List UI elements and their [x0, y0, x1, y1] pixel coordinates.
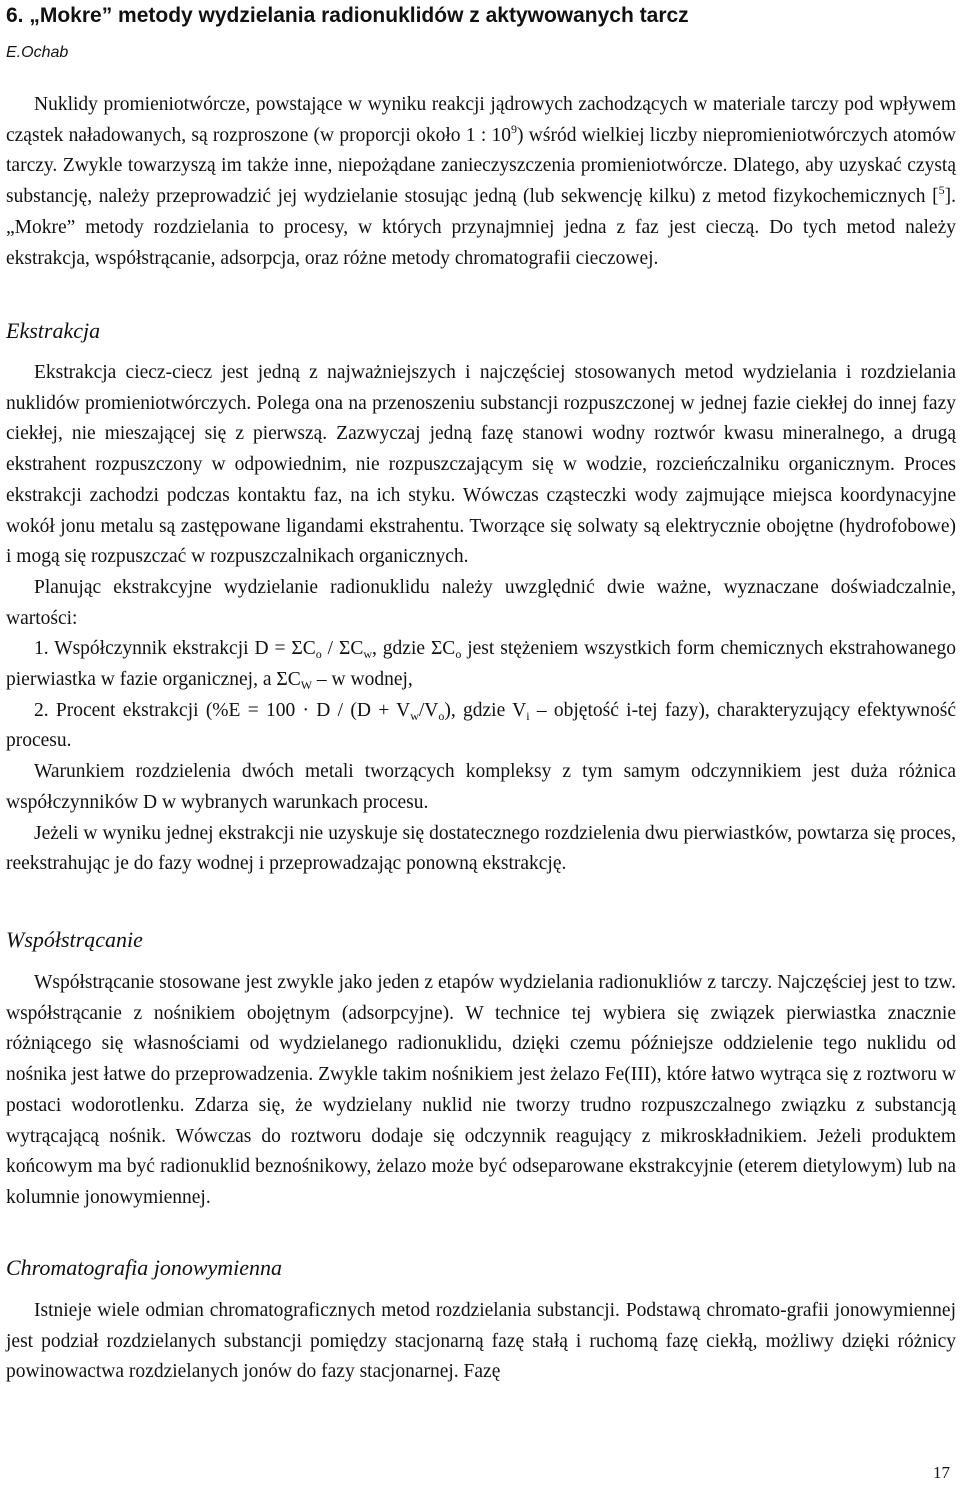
- author-name: E.Ochab: [6, 44, 69, 61]
- extraction-section: [6, 358, 956, 880]
- intro-paragraph: Nuklidy promieniotwórcze, powstające w wyniku reakcji jądrowych zachodzących w materiale tarczy pod wpływem cząstek naładowanych, są rozproszone (w proporcji około 1 : $10^9$) wśród wielkiej liczby niepromieniotwórczych atomów tarczy. Zwykle towarzyszą im także inne, niepożądane zanieczyszczenia promieniotwórcze. Dlatego, aby uzyskać czystą substancję, należy przeprowadzić jej wydzielanie stosując jedną (lub sekwencję kilku) z metod fizykochemicznych [$^5$]. „Mokre” metody rozdzielania to procesy, w których przynajmniej jedna z faz jest cieczą. Do tych metod należy ekstrakcja, współstrącanie, adsorpcja, oraz różne metody chromatografii cieczowej.: [6, 94, 957, 269]
- extraction-paragraph-4: Jeżeli w wyniku jednej ekstrakcji nie uzyskuje się dostatecznego rozdzielenia dwu pierwiastków, powtarza się proces, reekstrahując je do fazy wodnej i przeprowadzając ponowną ekstrakcję.: [6, 822, 956, 875]
- section-heading-extraction: Ekstrakcja: [6, 318, 101, 343]
- extraction-paragraph-2: Planując ekstrakcyjne wydzielanie radionuklidu należy uwzględnić dwie ważne, wyznaczane doświadczalnie, wartości:: [6, 576, 956, 629]
- section-heading-coprecipitation: Współstrącanie: [6, 927, 143, 952]
- extraction-paragraph-3: Warunkiem rozdzielenia dwóch metali tworzących kompleksy z tym samym odczynnikiem jest duża różnica współczynników D w wybranych warunkach procesu.: [6, 761, 956, 813]
- intro-section: [6, 90, 956, 274]
- page-number: 17: [933, 1463, 950, 1482]
- chapter-title: 6. „Mokre” metody wydzielania radionuklidów z aktywowanych tarcz: [6, 4, 689, 27]
- section-heading-chromatography: Chromatografia jonowymienna: [6, 1255, 283, 1280]
- extraction-item-2: 2. Procent ekstrakcji ($\%E = 100 \cdot D / (D + V_w/V_o)$, gdzie $V_i$ – objętość i-tej fazy), charakteryzujący efektywność procesu.: [6, 699, 957, 752]
- coprecipitation-paragraph: Współstrącanie stosowane jest zwykle jako jeden z etapów wydzielania radionukliów z tarczy. Najczęściej jest to tzw. współstrącanie z nośnikiem obojętnym (adsorpcyjne). W technice tej wybiera się związek pierwiastka znacznie różniącego się własnościami od wydzielanego radionuklidu, dzięki czemu późniejsze oddzielenie tego nuklidu od nośnika jest łatwe do przeprowadzenia. Zwykle takim nośnikiem jest żelazo Fe(III), które łatwo wytrąca się z roztworu w postaci wodorotlenku. Zdarza się, że wydzielany nuklid nie tworzy trudno rozpuszczalnego związku z substancją wytrącającą nośnik. Wówczas do roztworu dodaje się odczynnik reagujący z mikroskładnikiem. Jeżeli produktem końcowym ma być radionuklid beznośnikowy, żelazo może być odseparowane ekstrakcyjnie (eterem dietylowym) lub na kolumnie jonowymiennej.: [6, 972, 956, 1208]
- chromatography-section: [6, 1296, 956, 1388]
- extraction-item-1: 1. Współczynnik ekstrakcji $D = \Sigma C_o / \Sigma C_w$, gdzie $\Sigma C_o$ jest stężeniem wszystkich form chemicznych ekstrahowanego pierwiastka w fazie organicznej, a $\Sigma C_W$ – w wodnej,: [6, 638, 956, 693]
- extraction-paragraph-1: Ekstrakcja ciecz-ciecz jest jedną z najważniejszych i najczęściej stosowanych metod wydzielania i rozdzielania nuklidów promieniotwórczych. Polega ona na przenoszeniu substancji rozpuszczonej w jednej fazie ciekłej do innej fazy ciekłej, nie mieszającej się z pierwszą. Zazwyczaj jedną fazę stanowi wodny roztwór kwasu mineralnego, a drugą ekstrahent rozpuszczony w odpowiednim, nie rozpuszczającym się w wodzie, rozcieńczalniku organicznym. Proces ekstrakcji zachodzi podczas kontaktu faz, na ich styku. Wówczas cząsteczki wody zajmujące miejsca koordynacyjne wokół jonu metalu są zastępowane ligandami ekstrahentu. Tworzące się solwaty są elektrycznie obojętne (hydrofobowe) i mogą się rozpuszczać w rozpuszczalnikach organicznych.: [6, 362, 956, 568]
- chromatography-paragraph: Istnieje wiele odmian chromatograficznych metod rozdzielania substancji. Podstawą chromato-grafii jonowymiennej jest podział rozdzielanych substancji pomiędzy stacjonarną fazę stałą i ruchomą fazę ciekłą, możliwy dzięki różnicy powinowactwa rozdzielanych jonów do fazy stacjonarnej. Fazę: [6, 1300, 956, 1383]
- coprecipitation-section: [6, 968, 956, 1214]
